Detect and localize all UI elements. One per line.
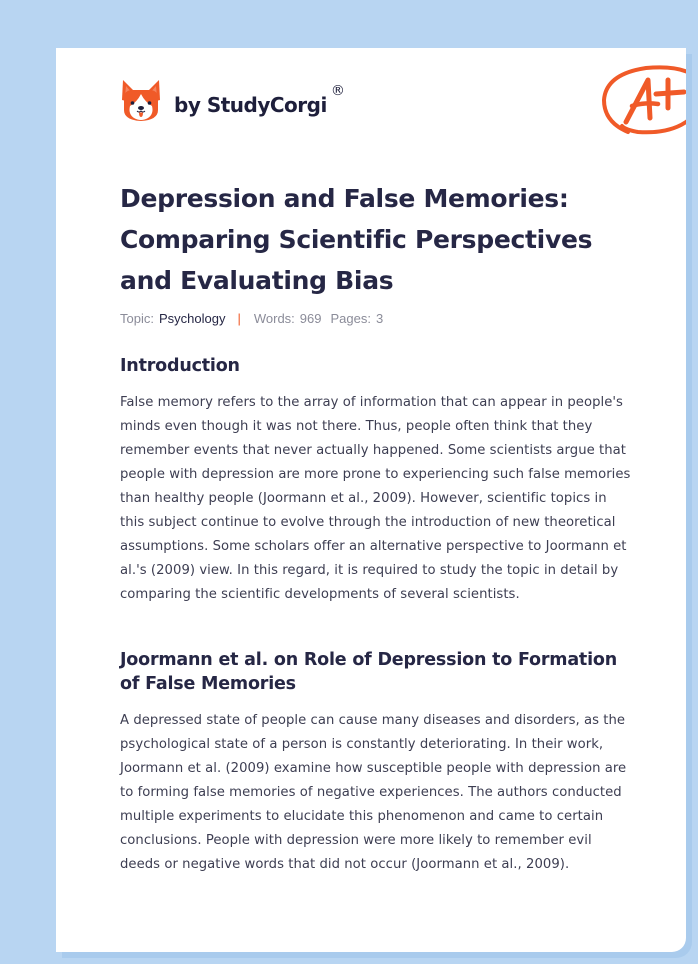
- document-title: Depression and False Memories: Comparing Scientific Perspectives and Evaluating Bias: [120, 184, 593, 295]
- document-card: [56, 48, 686, 952]
- section-body-joormann: A depressed state of people can cause many diseases and disorders, as the psychological state of a person is constantly deteriorating. In their work, Joormann et al. (2009) examine how susceptible people with depression are to forming false memories of negative experiences. The authors conducted multiple experiments to elucidate this phenomenon and came to certain conclusions. People with depression were more likely to remember evil deeds or negative words that did not occur (Joormann et al., 2009).: [120, 713, 627, 872]
- words-count: 969: [299, 311, 322, 326]
- brand-name: by StudyCorgi: [174, 93, 327, 117]
- document-meta: [120, 311, 383, 326]
- pages-count: 3: [375, 311, 384, 326]
- registered-mark: ®: [330, 83, 345, 99]
- a-plus-grade-icon: [598, 60, 686, 140]
- section-heading-joormann: Joormann et al. on Role of Depression to Formation of False Memories: [120, 650, 617, 694]
- pages-label: Pages:: [330, 311, 371, 326]
- meta-separator: |: [237, 311, 241, 326]
- section-heading-introduction: Introduction: [120, 356, 240, 376]
- topic-label: Topic:: [120, 311, 154, 326]
- words-label: Words:: [253, 311, 295, 326]
- topic-link[interactable]: Psychology: [158, 311, 226, 326]
- section-body-introduction: False memory refers to the array of information that can appear in people's minds even though it was not there. Thus, people often think that they remember events that never actually happened. Some scientists argue that people with depression are more prone to experiencing such false memories than healthy people (Joormann et al., 2009). However, scientific topics in this subject continue to evolve through the introduction of new theoretical assumptions. Some scholars offer an alternative perspective to Joormann et al.'s (2009) view. In this regard, it is required to study the topic in detail by comparing the scientific developments of several scientists.: [120, 395, 631, 602]
- document-header: [120, 74, 650, 144]
- studycorgi-logo[interactable]: [120, 76, 345, 126]
- corgi-icon: [120, 78, 162, 124]
